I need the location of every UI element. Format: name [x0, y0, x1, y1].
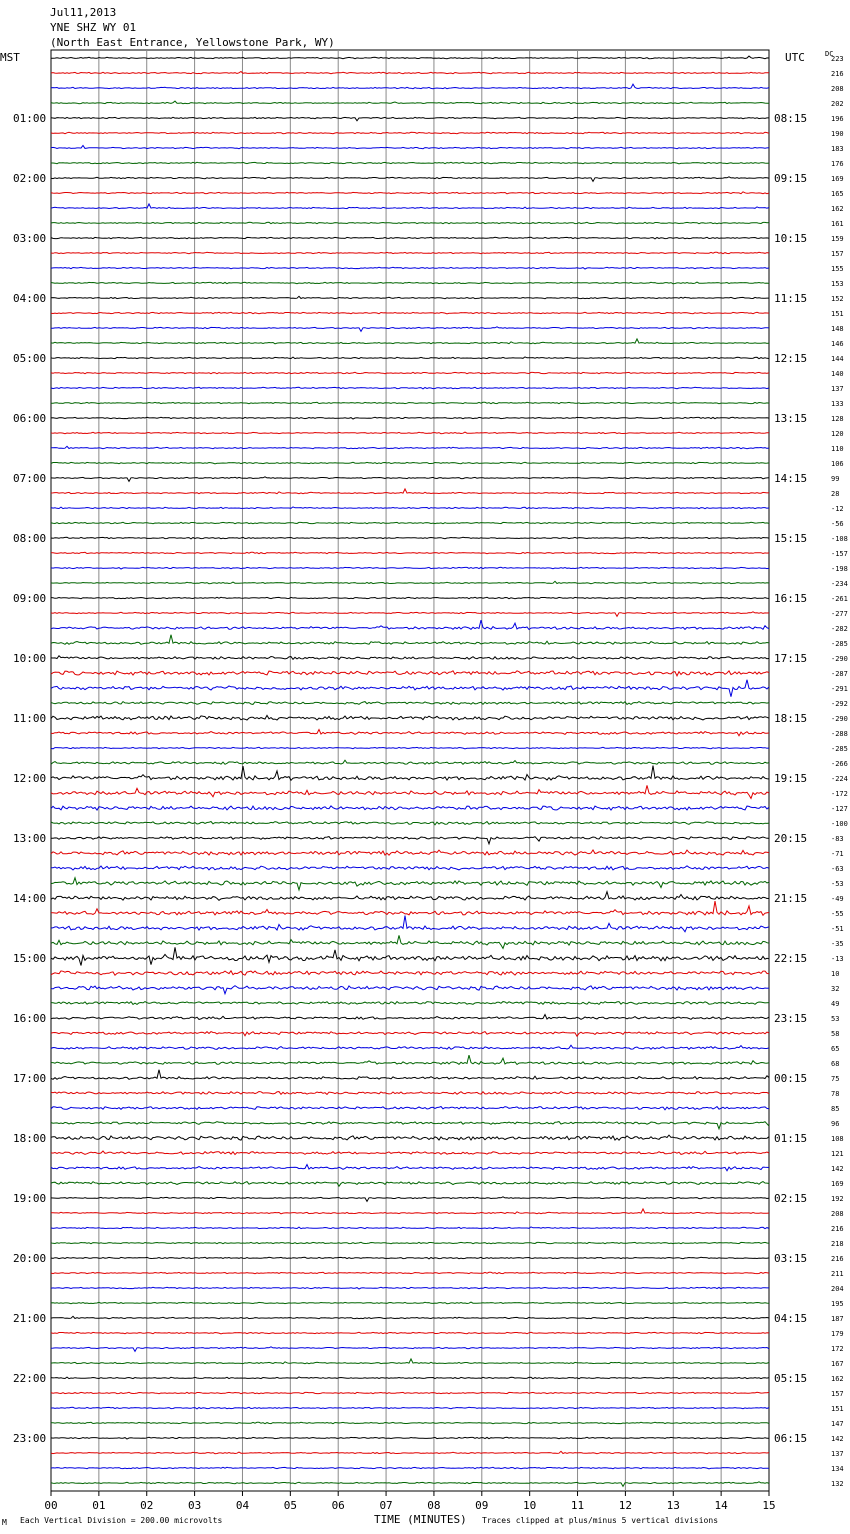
- utc-hour-label: 21:15: [774, 892, 808, 905]
- dc-offset-label: -56: [831, 520, 844, 528]
- utc-hour-label: 12:15: [774, 352, 808, 365]
- dc-offset-label: 106: [831, 460, 844, 468]
- mst-hour-label: 04:00: [13, 292, 47, 305]
- trace-group: [51, 55, 848, 1488]
- utc-axis-title: UTC: [785, 51, 805, 64]
- dc-offset-label: 190: [831, 130, 844, 138]
- dc-offset-label: -234: [831, 580, 848, 588]
- seismic-trace: [51, 372, 769, 373]
- utc-hour-label: 00:15: [774, 1072, 808, 1085]
- seismic-trace: [51, 892, 769, 901]
- dc-offset-label: -83: [831, 835, 844, 843]
- seismic-trace: [51, 339, 769, 344]
- dc-offset-label: -53: [831, 880, 844, 888]
- utc-hour-label: 09:15: [774, 172, 808, 185]
- seismic-trace: [51, 612, 769, 617]
- dc-offset-label: 216: [831, 1255, 844, 1263]
- x-tick-label: 03: [187, 1499, 202, 1512]
- dc-offset-label: 153: [831, 280, 844, 288]
- seismic-trace: [51, 656, 769, 660]
- seismic-trace: [51, 1407, 769, 1409]
- utc-hour-label: 02:15: [774, 1192, 808, 1205]
- dc-offset-label: 58: [831, 1030, 840, 1038]
- mst-hour-label: 05:00: [13, 352, 47, 365]
- seismic-trace: [51, 477, 769, 482]
- seismic-trace: [51, 1272, 769, 1273]
- dc-offset-label: -63: [831, 865, 844, 873]
- dc-offset-label: -127: [831, 805, 848, 813]
- x-tick-label: 01: [92, 1499, 106, 1512]
- seismic-trace: [51, 1451, 769, 1453]
- seismic-trace: [51, 387, 769, 389]
- dc-axis-title: DC: [825, 50, 834, 58]
- mst-hour-label: 21:00: [13, 1312, 47, 1325]
- utc-hour-label: 23:15: [774, 1012, 808, 1025]
- x-tick-label: 15: [762, 1499, 776, 1512]
- dc-offset-label: 121: [831, 1150, 844, 1158]
- mst-hour-label: 06:00: [13, 412, 47, 425]
- plot-frame: [51, 50, 769, 1491]
- seismic-trace: [51, 1302, 769, 1304]
- seismic-trace: [51, 282, 769, 284]
- seismic-trace: [51, 177, 769, 182]
- dc-offset-label: 99: [831, 475, 840, 483]
- seismic-trace: [51, 702, 769, 705]
- seismic-trace: [51, 1377, 769, 1379]
- seismic-trace: [51, 935, 769, 948]
- x-tick-label: 09: [475, 1499, 489, 1512]
- x-tick-label: 11: [570, 1499, 585, 1512]
- dc-offset-label: 195: [831, 1300, 844, 1308]
- seismic-trace: [51, 901, 769, 915]
- seismic-trace: [51, 432, 769, 434]
- mst-hour-label: 07:00: [13, 472, 47, 485]
- seismic-trace: [51, 1316, 769, 1318]
- dc-offset-label: 165: [831, 190, 844, 198]
- dc-offset-label: 128: [831, 415, 844, 423]
- seismic-trace: [51, 1209, 769, 1214]
- seismic-trace: [51, 1070, 769, 1080]
- dc-offset-label: 96: [831, 1120, 840, 1128]
- seismic-trace: [51, 327, 769, 332]
- dc-offset-label: 132: [831, 1480, 844, 1488]
- seismic-trace: [51, 971, 769, 975]
- dc-offset-label: 151: [831, 310, 844, 318]
- dc-offset-label: 108: [831, 1135, 844, 1143]
- seismic-trace: [51, 1032, 769, 1037]
- dc-offset-label: -288: [831, 730, 848, 738]
- seismic-trace: [51, 1015, 769, 1020]
- seismic-trace: [51, 489, 769, 494]
- seismic-trace: [51, 785, 769, 798]
- seismic-trace: [51, 878, 769, 890]
- seismic-trace: [51, 1347, 769, 1352]
- mst-hour-label: 11:00: [13, 712, 47, 725]
- x-tick-label: 10: [523, 1499, 537, 1512]
- x-tick-label: 14: [714, 1499, 728, 1512]
- dc-offset-label: 10: [831, 970, 840, 978]
- seismic-trace: [51, 806, 769, 810]
- dc-offset-label: 159: [831, 235, 844, 243]
- utc-hour-label: 01:15: [774, 1132, 808, 1145]
- seismic-trace: [51, 1227, 769, 1229]
- dc-offset-label: -172: [831, 790, 848, 798]
- seismic-trace: [51, 522, 769, 523]
- utc-hour-label: 22:15: [774, 952, 808, 965]
- utc-hour-label: 17:15: [774, 652, 808, 665]
- dc-offset-label: -266: [831, 760, 848, 768]
- dc-offset-label: 133: [831, 400, 844, 408]
- dc-offset-label: 157: [831, 1390, 844, 1398]
- dc-offset-label: 187: [831, 1315, 844, 1323]
- dc-offset-label: 223: [831, 55, 844, 63]
- seismic-trace: [51, 507, 769, 509]
- mst-hour-label: 09:00: [13, 592, 47, 605]
- x-tick-label: 00: [44, 1499, 58, 1512]
- seismic-trace: [51, 84, 769, 89]
- dc-offset-label: -100: [831, 820, 848, 828]
- seismic-trace: [51, 1045, 769, 1049]
- mst-hour-label: 22:00: [13, 1372, 47, 1385]
- dc-offset-label: 172: [831, 1345, 844, 1353]
- seismic-trace: [51, 581, 769, 583]
- seismic-trace: [51, 916, 769, 932]
- dc-offset-label: 140: [831, 370, 844, 378]
- dc-offset-label: 196: [831, 115, 844, 123]
- dc-offset-label: 192: [831, 1195, 844, 1203]
- mst-axis-title: MST: [0, 51, 20, 64]
- seismic-trace: [51, 1165, 769, 1171]
- seismic-trace: [51, 72, 769, 74]
- x-tick-label: 13: [666, 1499, 680, 1512]
- date-label: Jul11,2013: [50, 6, 117, 19]
- seismic-trace: [51, 822, 769, 825]
- utc-hour-label: 11:15: [774, 292, 808, 305]
- seismic-trace: [51, 1055, 769, 1064]
- dc-offset-label: -292: [831, 700, 848, 708]
- seismic-trace: [51, 671, 769, 676]
- dc-offset-label: 151: [831, 1405, 844, 1413]
- mst-hour-label: 20:00: [13, 1252, 47, 1265]
- dc-offset-label: 216: [831, 70, 844, 78]
- seismic-trace: [51, 117, 769, 121]
- mst-hour-label: 08:00: [13, 532, 47, 545]
- mst-hour-label: 01:00: [13, 112, 47, 125]
- x-tick-label: 07: [379, 1499, 393, 1512]
- dc-offset-label: 146: [831, 340, 844, 348]
- dc-offset-label: 161: [831, 220, 844, 228]
- dc-offset-label: 176: [831, 160, 844, 168]
- dc-offset-label: 78: [831, 1090, 840, 1098]
- seismic-trace: [51, 947, 769, 965]
- dc-offset-label: 110: [831, 445, 844, 453]
- seismic-trace: [51, 402, 769, 403]
- station-label: YNE SHZ WY 01: [50, 21, 137, 34]
- seismic-trace: [51, 252, 769, 253]
- dc-offset-label: 183: [831, 145, 844, 153]
- dc-offset-label: 120: [831, 430, 844, 438]
- x-tick-label: 02: [140, 1499, 154, 1512]
- utc-hour-label: 05:15: [774, 1372, 808, 1385]
- seismic-trace: [51, 715, 769, 720]
- utc-hour-label: 18:15: [774, 712, 808, 725]
- utc-hour-label: 10:15: [774, 232, 808, 245]
- dc-offset-label: 179: [831, 1330, 844, 1338]
- seismic-trace: [51, 56, 769, 59]
- dc-offset-label: -285: [831, 640, 848, 648]
- seismic-trace: [51, 101, 769, 104]
- seismic-trace: [51, 1135, 769, 1140]
- mst-hour-label: 10:00: [13, 652, 47, 665]
- scale-note: Each Vertical Division = 200.00 microvolts: [20, 1516, 223, 1525]
- dc-offset-label: 137: [831, 385, 844, 393]
- seismic-trace: [51, 837, 769, 844]
- seismic-trace: [51, 1197, 769, 1202]
- seismic-trace: [51, 1287, 769, 1289]
- dc-offset-label: -157: [831, 550, 848, 558]
- seismic-trace: [51, 635, 769, 645]
- seismic-trace: [51, 1422, 769, 1423]
- dc-offset-label: -291: [831, 685, 848, 693]
- dc-offset-label: 68: [831, 1060, 840, 1068]
- seismic-trace: [51, 417, 769, 419]
- dc-offset-label: -282: [831, 625, 848, 633]
- x-tick-label: 06: [331, 1499, 345, 1512]
- seismic-trace: [51, 296, 769, 298]
- x-axis-title: TIME (MINUTES): [374, 1513, 467, 1526]
- dc-offset-label: 216: [831, 1225, 844, 1233]
- seismic-trace: [51, 462, 769, 464]
- seismic-trace: [51, 357, 769, 359]
- seismic-trace: [51, 146, 769, 149]
- seismic-trace: [51, 162, 769, 164]
- minute-grid: [51, 50, 769, 1491]
- dc-offset-label: 162: [831, 1375, 844, 1383]
- dc-offset-label: 202: [831, 100, 844, 108]
- dc-offset-label: 49: [831, 1000, 840, 1008]
- seismic-trace: [51, 312, 769, 314]
- seismic-trace: [51, 1242, 769, 1243]
- seismic-trace: [51, 1437, 769, 1439]
- seismic-trace: [51, 1482, 769, 1487]
- seismic-trace: [51, 1122, 769, 1129]
- dc-offset-label: 137: [831, 1450, 844, 1458]
- dc-offset-label: -55: [831, 910, 844, 918]
- utc-hour-label: 04:15: [774, 1312, 808, 1325]
- seismic-trace: [51, 132, 769, 133]
- dc-offset-label: -35: [831, 940, 844, 948]
- seismic-trace: [51, 760, 769, 764]
- dc-offset-label: -71: [831, 850, 844, 858]
- mst-hour-label: 23:00: [13, 1432, 47, 1445]
- mst-hour-label: 17:00: [13, 1072, 47, 1085]
- dc-offset-label: -287: [831, 670, 848, 678]
- dc-offset-label: -49: [831, 895, 844, 903]
- dc-offset-label: 134: [831, 1465, 844, 1473]
- seismic-trace: [51, 730, 769, 736]
- dc-offset-label: 32: [831, 985, 840, 993]
- dc-offset-label: -13: [831, 955, 844, 963]
- mst-hour-label: 03:00: [13, 232, 47, 245]
- seismic-trace: [51, 766, 769, 781]
- mst-hour-label: 14:00: [13, 892, 47, 905]
- dc-offset-label: 53: [831, 1015, 840, 1023]
- dc-offset-label: -290: [831, 655, 848, 663]
- utc-hour-label: 19:15: [774, 772, 808, 785]
- utc-hour-label: 06:15: [774, 1432, 808, 1445]
- dc-offset-label: 65: [831, 1045, 840, 1053]
- dc-offset-label: -224: [831, 775, 848, 783]
- seismic-trace: [51, 1151, 769, 1155]
- dc-offset-label: 157: [831, 250, 844, 258]
- dc-offset-label: 169: [831, 175, 844, 183]
- seismic-trace: [51, 567, 769, 569]
- seismic-trace: [51, 866, 769, 870]
- mst-hour-label: 18:00: [13, 1132, 47, 1145]
- dc-offset-label: 167: [831, 1360, 844, 1368]
- mst-hour-label: 02:00: [13, 172, 47, 185]
- dc-offset-label: -285: [831, 745, 848, 753]
- dc-offset-label: -277: [831, 610, 848, 618]
- dc-offset-label: 152: [831, 295, 844, 303]
- dc-offset-label: -108: [831, 535, 848, 543]
- seismic-trace: [51, 1107, 769, 1110]
- seismic-trace: [51, 1092, 769, 1095]
- seismic-trace: [51, 1182, 769, 1187]
- x-axis-ticks: [44, 1491, 775, 1512]
- seismic-trace: [51, 1392, 769, 1393]
- seismic-trace: [51, 192, 769, 194]
- seismic-trace: [51, 620, 769, 629]
- seismic-trace: [51, 204, 769, 209]
- mst-hour-label: 16:00: [13, 1012, 47, 1025]
- mst-hour-label: 12:00: [13, 772, 47, 785]
- utc-hour-label: 16:15: [774, 592, 808, 605]
- seismic-trace: [51, 552, 769, 553]
- dc-offset-label: 142: [831, 1165, 844, 1173]
- dc-offset-label: -12: [831, 505, 844, 513]
- seismic-trace: [51, 986, 769, 994]
- mst-hour-label: 19:00: [13, 1192, 47, 1205]
- clip-note: Traces clipped at plus/minus 5 vertical divisions: [482, 1516, 719, 1525]
- seismic-trace: [51, 537, 769, 539]
- utc-hour-label: 15:15: [774, 532, 808, 545]
- dc-offset-label: 144: [831, 355, 844, 363]
- dc-offset-label: -261: [831, 595, 848, 603]
- corner-mark: M: [2, 1518, 7, 1527]
- seismic-trace: [51, 237, 769, 239]
- seismic-trace: [51, 1332, 769, 1334]
- dc-offset-label: 147: [831, 1420, 844, 1428]
- mst-hour-label: 13:00: [13, 832, 47, 845]
- x-tick-label: 05: [283, 1499, 297, 1512]
- x-tick-label: 08: [427, 1499, 441, 1512]
- seismic-trace: [51, 747, 769, 749]
- x-tick-label: 12: [618, 1499, 633, 1512]
- dc-offset-label: 211: [831, 1270, 844, 1278]
- dc-offset-label: 142: [831, 1435, 844, 1443]
- dc-offset-label: 208: [831, 1210, 844, 1218]
- mst-hour-label: 15:00: [13, 952, 47, 965]
- seismic-trace: [51, 1002, 769, 1005]
- seismic-trace: [51, 597, 769, 599]
- seismic-trace: [51, 267, 769, 269]
- utc-hour-label: 03:15: [774, 1252, 808, 1265]
- seismic-trace: [51, 446, 769, 448]
- dc-offset-label: 155: [831, 265, 844, 273]
- x-tick-label: 04: [235, 1499, 250, 1512]
- utc-hour-label: 20:15: [774, 832, 808, 845]
- seismic-trace: [51, 1359, 769, 1364]
- dc-offset-label: 208: [831, 85, 844, 93]
- dc-offset-label: 218: [831, 1240, 844, 1248]
- dc-offset-label: 148: [831, 325, 844, 333]
- dc-offset-label: -290: [831, 715, 848, 723]
- seismic-trace: [51, 1467, 769, 1469]
- dc-offset-label: 162: [831, 205, 844, 213]
- location-label: (North East Entrance, Yellowstone Park, WY): [50, 36, 335, 49]
- dc-offset-label: -198: [831, 565, 848, 573]
- seismic-trace: [51, 222, 769, 223]
- dc-offset-label: 169: [831, 1180, 844, 1188]
- dc-offset-label: 204: [831, 1285, 844, 1293]
- utc-hour-label: 13:15: [774, 412, 808, 425]
- dc-offset-label: 75: [831, 1075, 840, 1083]
- dc-offset-label: -51: [831, 925, 844, 933]
- seismic-trace: [51, 680, 769, 697]
- utc-hour-label: 14:15: [774, 472, 808, 485]
- dc-offset-label: 85: [831, 1105, 840, 1113]
- dc-offset-label: 28: [831, 490, 840, 498]
- utc-hour-label: 08:15: [774, 112, 808, 125]
- seismic-trace: [51, 850, 769, 855]
- seismic-trace: [51, 1257, 769, 1259]
